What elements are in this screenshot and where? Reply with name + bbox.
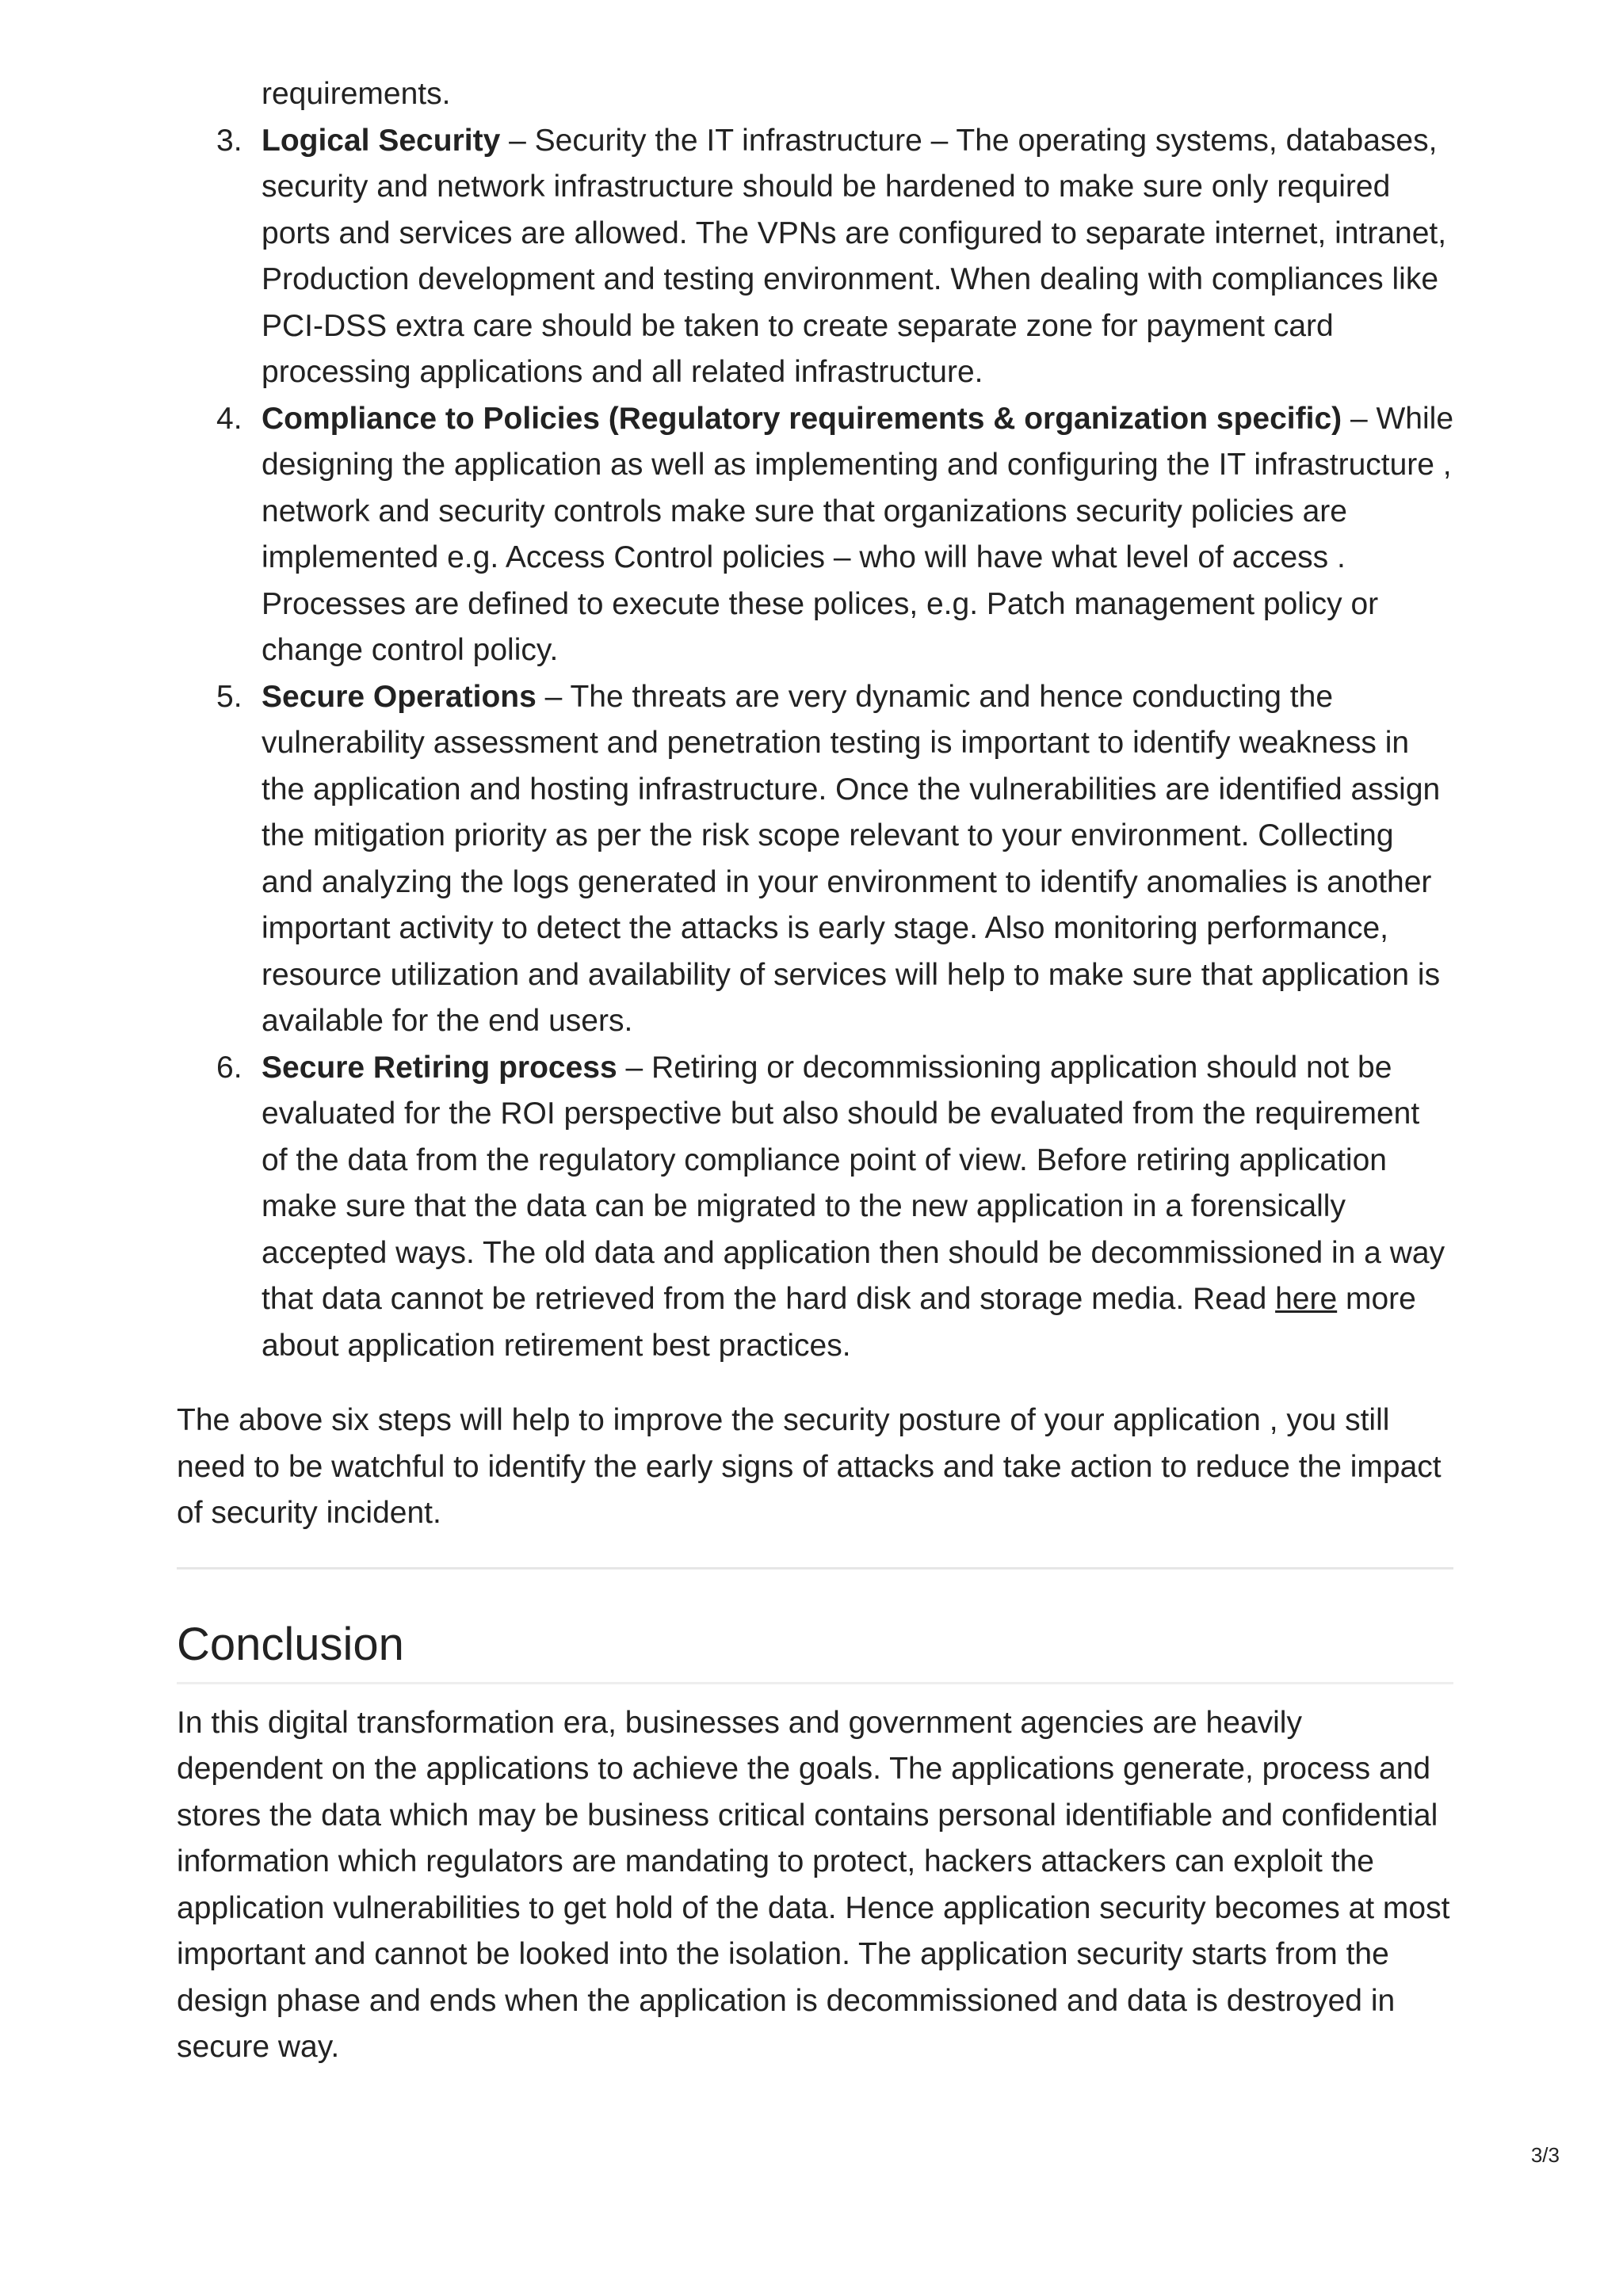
list-item xyxy=(177,674,1453,1045)
here-link[interactable]: here xyxy=(1275,1282,1338,1316)
list-item-title: Compliance to Policies (Regulatory requirements & organization specific) xyxy=(262,401,1342,436)
list-item-text: – The threats are very dynamic and hence conducting the vulnerability assessment and penetration testing is important to identify weakness in the application and hosting infrastructure. Once the vulnerabilities are identified assign the mitigation priority as per the risk scope relevant to your environment. Collecting and analyzing the logs generated in your environment to identify anomalies is another important activity to detect the attacks is early stage. Also monitoring performance, resource utilization and availability of services will help to make sure that application is available for the end users. xyxy=(262,679,1441,1038)
list-item-number: 4. xyxy=(216,401,242,436)
summary-paragraph: The above six steps will help to improve the security posture of your application , you still need to be watchful to identify the early signs of attacks and take action to reduce the impact of security incident. xyxy=(177,1403,1442,1530)
page-number: 3/3 xyxy=(1530,2143,1560,2167)
list-item-number: 3. xyxy=(216,123,242,158)
list-continuation-text: requirements. xyxy=(262,77,451,111)
list-item-number: 6. xyxy=(216,1050,242,1085)
section-divider xyxy=(177,1567,1453,1569)
list-item-text: – Security the IT infrastructure – The operating systems, databases, security and network infrastructure should be hardened to make sure only required ports and services are allowed. The VPNs are configured to separate internet, intranet, Production development and testing environment. When dealing with compliances like PCI-DSS extra care should be taken to create separate zone for payment card processing applications and all related infrastructure. xyxy=(262,123,1447,389)
list-item-title: Secure Retiring process xyxy=(262,1050,617,1085)
list-item-text: – Retiring or decommissioning application should not be evaluated for the ROI perspective but also should be evaluated from the requirement of the data from the regulatory compliance point of view. Before retiring application make sure that the data can be migrated to the new application in a forensically accepted ways. The old data and application then should be decommissioned in a way that data cannot be retrieved from the hard disk and storage media. Read xyxy=(262,1050,1445,1316)
list-item xyxy=(177,1045,1453,1370)
list-item-title: Secure Operations xyxy=(262,679,537,714)
conclusion-heading: Conclusion xyxy=(177,1617,1453,1684)
list-item-text: – While designing the application as well as implementing and configuring the IT infrastructure , network and security controls make sure that organizations security policies are implemented e.g. Access Control policies – who will have what level of access . Processes are defined to execute these polices, e.g. Patch management policy or change control policy. xyxy=(262,401,1454,667)
list-item-number: 5. xyxy=(216,679,242,714)
list-item xyxy=(177,396,1453,674)
list-item-text-after: more about application retirement best practices. xyxy=(262,1282,1416,1363)
security-steps-list xyxy=(177,118,1453,1370)
conclusion-paragraph: In this digital transformation era, businesses and government agencies are heavily dependent on the applications to achieve the goals. The applications generate, process and stores the data which may be business critical contains personal identifiable and confidential information which regulators are mandating to protect, hackers attackers can exploit the application vulnerabilities to get hold of the data. Hence application security becomes at most important and cannot be looked into the isolation. The application security starts from the design phase and ends when the application is decommissioned and data is destroyed in secure way. xyxy=(177,1705,1450,2064)
article-body xyxy=(177,71,1453,2071)
list-item xyxy=(177,118,1453,396)
list-item-title: Logical Security xyxy=(262,123,501,158)
